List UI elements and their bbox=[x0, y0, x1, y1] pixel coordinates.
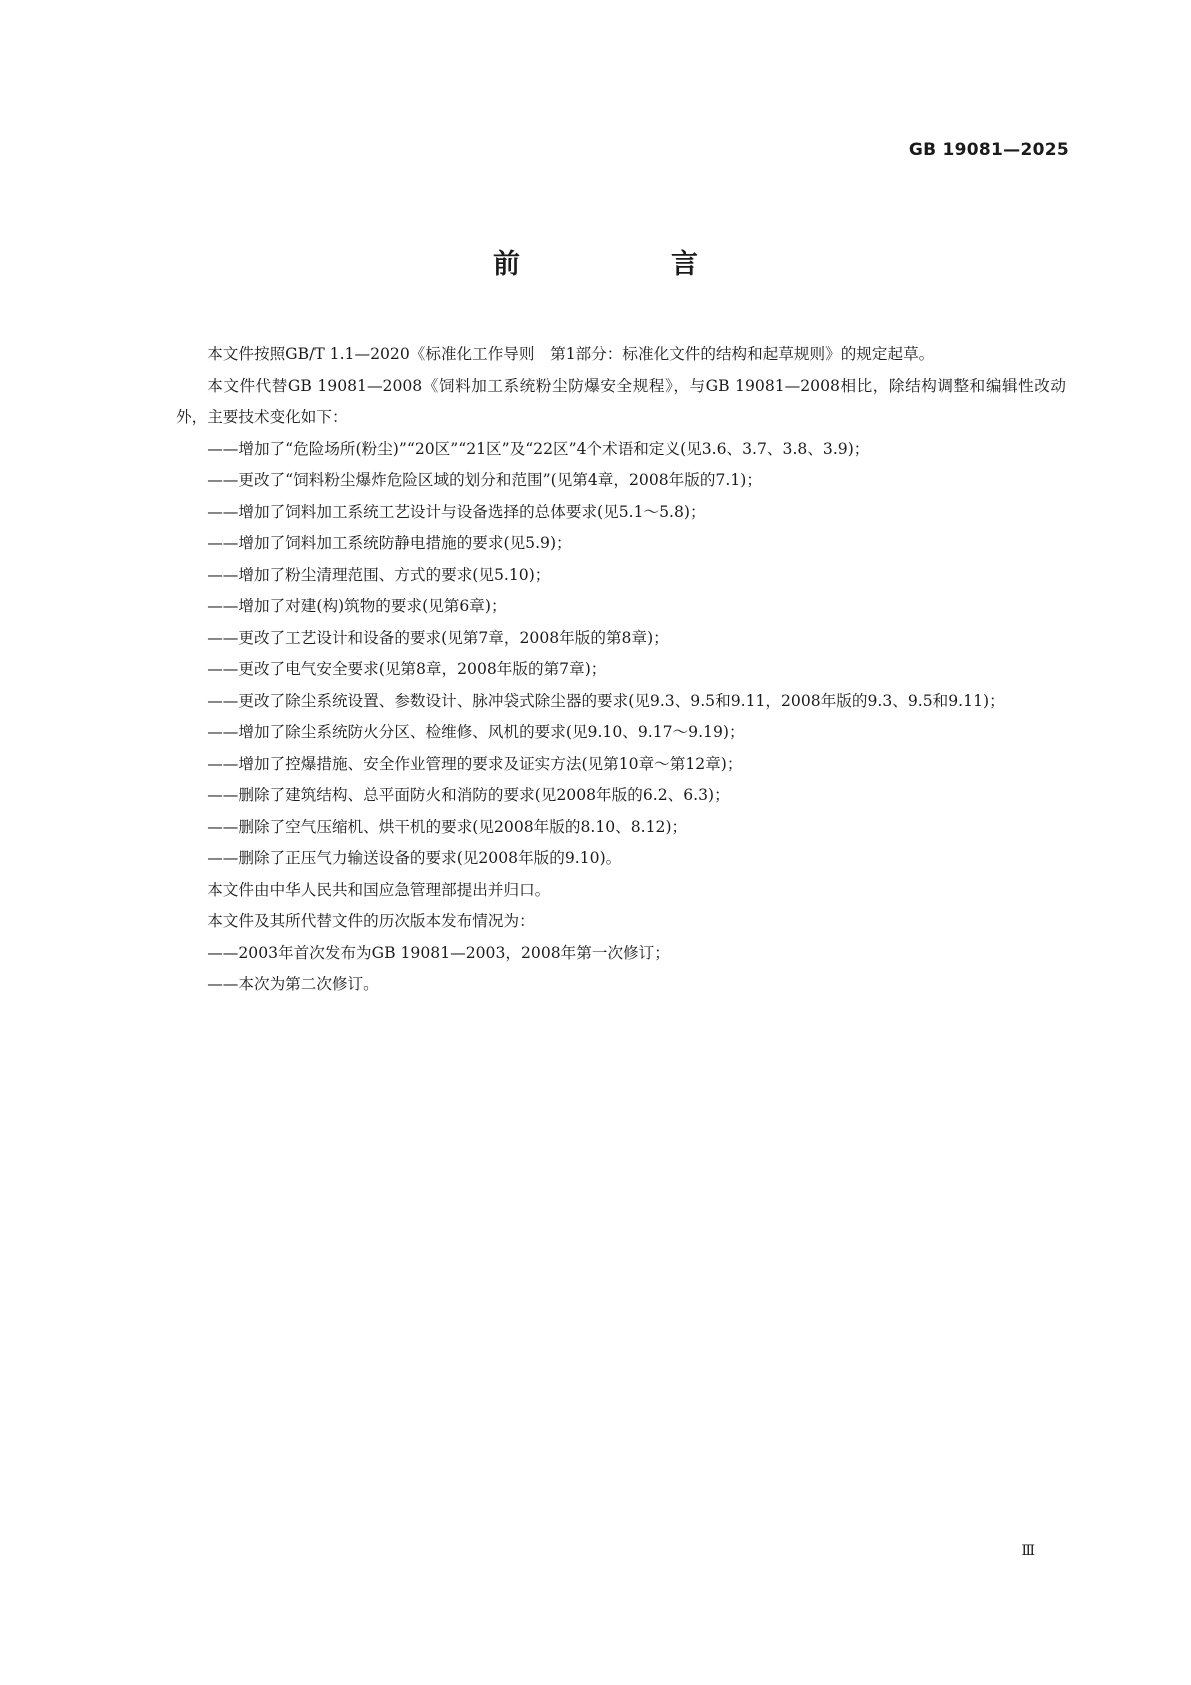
list-item: ——本次为第二次修订。 bbox=[207, 975, 379, 993]
list-item: ——删除了建筑结构、总平面防火和消防的要求(见2008年版的6.2、6.3)； bbox=[207, 786, 730, 804]
standard-number: GB 19081—2025 bbox=[908, 140, 1069, 160]
list-item: ——更改了“饲料粉尘爆炸危险区域的划分和范围”(见第4章，2008年版的7.1)； bbox=[207, 471, 762, 489]
list-item: ——增加了“危险场所(粉尘)”“20区”“21区”及“22区”4个术语和定义(见3.6、3.7、3.8、3.9)； bbox=[207, 439, 870, 458]
page-number: Ⅲ bbox=[1021, 1543, 1035, 1559]
list-item: ——删除了空气压缩机、烘干机的要求(见2008年版的8.10、8.12)； bbox=[207, 817, 688, 836]
list-item: ——增加了饲料加工系统工艺设计与设备选择的总体要求(见5.1～5.8)； bbox=[207, 502, 706, 521]
list-item: ——更改了电气安全要求(见第8章，2008年版的第7章)； bbox=[207, 660, 607, 678]
intro-paragraph-drafting: 本文件按照GB/T 1.1—2020《标准化工作导则 第1部分：标准化文件的结构和起草规则》的规定起草。 bbox=[207, 345, 935, 363]
list-item: ——增加了饲料加工系统防静电措施的要求(见5.9)； bbox=[207, 534, 572, 552]
technical-changes-list bbox=[176, 434, 1066, 875]
list-item: ——增加了控爆措施、安全作业管理的要求及证实方法(见第10章～第12章)； bbox=[207, 754, 743, 773]
document-body bbox=[176, 339, 1066, 1001]
list-item: ——2003年首次发布为GB 19081—2003，2008年第一次修订； bbox=[207, 943, 670, 962]
proposer-paragraph: 本文件由中华人民共和国应急管理部提出并归口。 bbox=[207, 880, 551, 899]
list-item: ——更改了除尘系统设置、参数设计、脉冲袋式除尘器的要求(见9.3、9.5和9.11，2008年版的9.3、9.5和9.11)； bbox=[207, 691, 1005, 710]
list-item: ——增加了粉尘清理范围、方式的要求(见5.10)； bbox=[207, 565, 551, 584]
list-item: ——增加了除尘系统防火分区、检维修、风机的要求(见9.10、9.17～9.19)； bbox=[207, 723, 745, 741]
list-item: ——删除了正压气力输送设备的要求(见2008年版的9.10)。 bbox=[207, 849, 622, 867]
version-history-list bbox=[176, 938, 1066, 1001]
history-intro-paragraph: 本文件及其所代替文件的历次版本发布情况为： bbox=[207, 912, 535, 930]
page-title: 前 言 bbox=[493, 249, 760, 280]
list-item: ——增加了对建(构)筑物的要求(见第6章)； bbox=[207, 597, 507, 615]
list-item: ——更改了工艺设计和设备的要求(见第7章，2008年版的第8章)； bbox=[207, 628, 669, 647]
intro-paragraph-replacement: 本文件代替GB 19081—2008《饲料加工系统粉尘防爆安全规程》，与GB 19081—2008相比，除结构调整和编辑性改动外，主要技术变化如下： bbox=[176, 376, 1066, 426]
